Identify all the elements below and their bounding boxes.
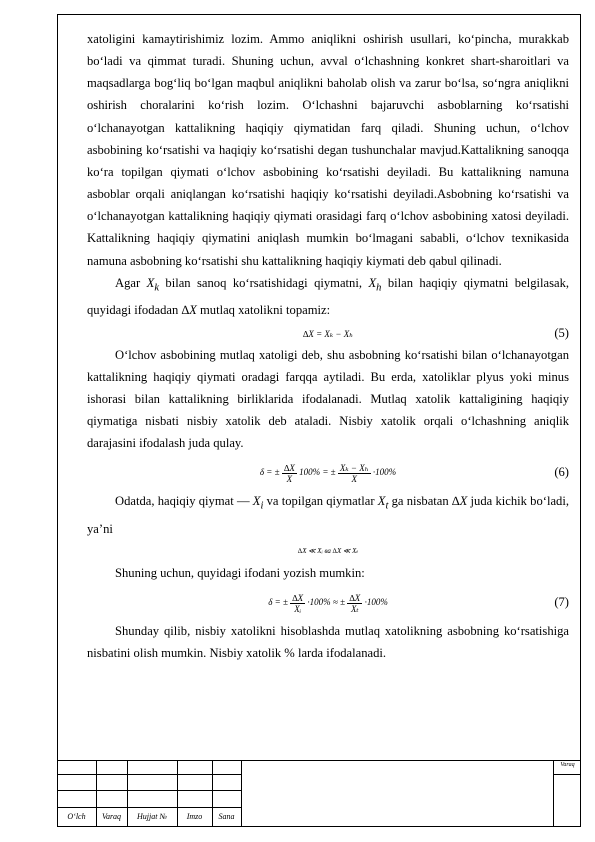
equation-5 (87, 322, 569, 344)
paragraph-intro: xatoligini kamaytirishimiz lozim. Ammo aniqlikni oshirish usullari, ko‘pincha, murakkab bo‘ladi va qimmat turadi. Shuning uchun, avval o‘lchashning konkret shart-sharoitlari va maqsadlarga bog‘liq bo‘lgan maqbul aniqlikni baholab olish va zarur bo‘lsa, so‘ngra aniqlikni oshirish choralarini ko‘rish lozim. O‘lchashni bajaruvchi asboblarning ko‘rsatishi o‘lchanayotgan kattalikning haqiqiy qiymatidan farq qiladi. Shuning uchun, o‘lchov asbobining ko‘rsatishi va haqiqiy ko‘rsatishi degan tushunchalar mavjud.Kattalikning sanoqqa ko‘ra topilgan qiymati o‘lchov asbobining ko‘rsatishi deyiladi. Bu kattalikning namuna asboblar orqali aniqlangan ko‘rsatishi haqiqiy ko‘rsatishi deyiladi.Asbobning ko‘rsatishi va o‘lchanayotgan kattalikning haqiqiy qiymati orasidagi farq o‘lchov asbobining xatosi deyiladi. Kattalikning haqiqiy qiymatini aniqlash mumkin bo‘lmagani sababli, o‘lchov texnikasida namuna asbobning ko‘rsatishi shu kattalikning haqiqiy kiymati deb qabul qilinadi. (87, 32, 569, 268)
equation-7-formula: δ = ± $\frac{\Delta X}{\text{Xᵢ}}$ ·100% ≈ ± $\frac{\Delta X}{\text{Xₜ}}$ ·100% (268, 592, 388, 614)
document-body (87, 28, 569, 665)
paragraph-absolute-error: O‘lchov asbobining mutlaq xatoligi deb, shu asbobning ko‘rsatishi bilan o‘lchanayotgan kattalikning haqiqiy qiymati oradagi farqqa aytiladi. Bu erda, xatoliklar plyus yoki minus ishorasi bilan kattalikning birliklarida ifodalanadi. Mutlaq xatolik kattaligining haqiqiy qiymatiga nisbati nisbiy xatolik deb ataladi. Nisbiy xatolik orqali o‘lchashning aniqlik darajasini ifodalash juda qulay. (87, 347, 569, 451)
equation-6 (87, 454, 569, 490)
equation-condition: ∆X ≪ Xᵢ ва ∆X ≪ Xₜ (297, 547, 359, 556)
stamp-col-olch: O‘lch (67, 812, 86, 821)
paragraph-condition: Odatda, haqiqiy qiymat — $X_i$ va topilgan qiymatlar $X_t$ ga nisbatan ∆X juda kichik bo‘ladi, ya’ni (87, 494, 569, 536)
equation-6-formula: δ = ± $\frac{\Delta X}{X}$ 100% = ± $\frac{\text{Xₖ − Xₕ}}{X}$ ·100% (259, 462, 397, 484)
symbol-xk: $X_k$ (146, 275, 159, 294)
symbol-xh: $X_h$ (368, 275, 382, 294)
stamp-varaq-corner: Varaq (560, 762, 575, 768)
stamp-col-varaq: Varaq (101, 812, 122, 821)
symbol-delta-x: ∆X (181, 303, 197, 318)
equation-5-formula: ∆X = Xₖ − Xₕ (302, 328, 354, 339)
equation-7-number: (7) (554, 595, 569, 610)
paragraph-definition: Agar $X_k$ bilan sanoq ko‘rsatishidagi qiymatni, $X_h$ bilan haqiqiy qiymatni belgilasak, quyidagi ifodadan ∆X mutlaq xatolikni topamiz: (87, 275, 570, 318)
paragraph-conclusion: Shunday qilib, nisbiy xatolikni hisoblashda mutlaq xatolikning asbobning ko‘rsatishiga nisbatini olish mumkin. Nisbiy xatolik % larda ifodalanadi. (87, 624, 569, 661)
title-block (57, 760, 581, 827)
stamp-col-sana: Sana (218, 812, 235, 821)
stamp-col-imzo: Imzo (186, 812, 203, 821)
stamp-col-hujjat: Hujjat № (137, 812, 167, 821)
equation-6-number: (6) (554, 465, 569, 480)
paragraph-therefore: Shuning uchun, quyidagi ifodani yozish mumkin: (115, 566, 365, 581)
equation-7 (87, 584, 569, 620)
equation-5-number: (5) (554, 325, 569, 340)
